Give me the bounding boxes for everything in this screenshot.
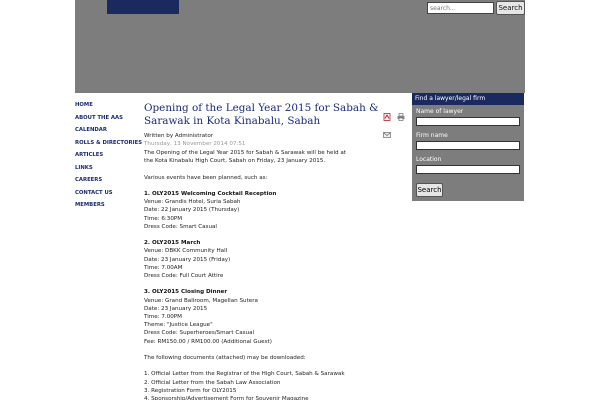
event-3-heading: 3. OLY2015 Closing Dinner [144,289,228,296]
firm-name-label: Firm name [416,132,448,139]
event-detail: Time: 6:30PM [144,215,183,222]
documents-intro: The following documents (attached) may be downloaded: [144,355,306,361]
article-content [144,100,412,400]
event-1-heading: 1. OLY2015 Welcoming Cocktail Reception [144,190,277,197]
header-banner [75,0,525,93]
main-navigation [75,99,143,212]
nav-articles[interactable]: ARTICLES [75,152,104,158]
nav-about[interactable]: ABOUT THE AAS [75,114,123,121]
event-detail: Venue: Grand Ballroom, Magellan Sutera [144,297,258,304]
search-button[interactable]: Search [496,1,525,15]
intro-line-2: the Kota Kinabalu High Court, Sabah on Friday, 23 January 2015. [144,158,326,165]
planned-events-intro: Various events have been planned, such as: [144,174,268,181]
event-detail: Time: 7.00AM [144,264,183,271]
site-logo[interactable] [107,0,179,14]
location-label: Location [416,156,442,163]
event-detail: Venue: DBKK Community Hall [144,248,228,255]
nav-home[interactable]: HOME [75,102,93,108]
article-date: Thursday, 13 November 2014 07:51 [144,141,246,147]
search-input[interactable] [427,2,494,14]
document-item: 1. Official Letter from the Registrar of the High Court, Sabah & Sarawak [144,371,345,378]
event-detail: Date: 23 January 2015 [144,305,208,312]
firm-name-input[interactable] [416,141,520,150]
email-icon[interactable] [383,131,391,139]
nav-rolls-directories[interactable]: ROLLS & DIRECTORIES [75,139,143,146]
event-detail: Fee: RM150.00 / RM100.00 (Additional Guest) [144,338,272,345]
nav-members[interactable]: MEMBERS [75,202,105,208]
event-detail: Dress Code: Superheroes/Smart Casual [144,330,255,337]
event-detail: Date: 23 January 2015 (Friday) [144,256,231,263]
event-detail: Dress Code: Smart Casual [144,223,217,230]
article-author: Written by Administrator [144,133,214,139]
pdf-icon[interactable] [383,113,391,121]
intro-line-1: The Opening of the Legal Year 2015 for Sabah & Sarawak will be held at [144,150,346,156]
nav-calendar[interactable]: CALENDAR [75,127,107,133]
article-actions [383,108,412,144]
document-item: 4. Sponsorship/Advertisement Form for Souvenir Magazine [144,396,309,400]
nav-contact[interactable]: CONTACT US [75,189,113,196]
nav-careers[interactable]: CAREERS [75,177,103,183]
event-2-heading: 2. OLY2015 March [144,240,201,247]
lawyer-name-label: Name of lawyer [416,108,464,115]
print-icon[interactable] [397,113,405,121]
lawyer-finder [412,93,524,201]
article-title[interactable]: Opening of the Legal Year 2015 for Sabah & Sarawak in Kota Kinabalu, Sabah [144,102,379,127]
event-detail: Venue: Grandis Hotel, Suria Sabah [144,199,241,206]
event-detail: Time: 7.00PM [144,314,183,320]
event-detail: Theme: "Justice League" [144,322,213,329]
location-input[interactable] [416,165,520,174]
event-detail: Dress Code: Full Court Attire [144,273,224,279]
document-item: 3. Registration Form for OLY2015 [144,387,237,394]
lawyer-search-button[interactable]: Search [416,183,443,197]
lawyer-name-input[interactable] [416,117,520,126]
lawyer-finder-title: Find a lawyer/legal firm [412,93,524,105]
nav-links[interactable]: LINKS [75,164,93,171]
event-detail: Date: 22 January 2015 (Thursday) [144,207,240,214]
document-item: 2. Official Letter from the Sabah Law Association [144,379,281,386]
